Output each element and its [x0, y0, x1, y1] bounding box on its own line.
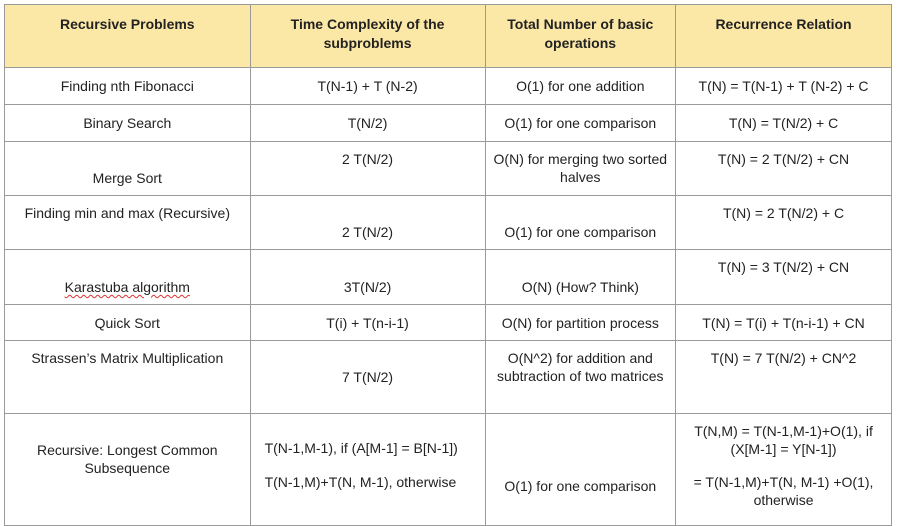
cell-relation: T(N) = 2 T(N/2) + CN [676, 142, 892, 196]
table-row [5, 68, 892, 105]
relation-line-1: T(N,M) = T(N-1,M-1)+O(1), if (X[M-1] = Y[N-1]) [694, 423, 873, 457]
cell-time: 7 T(N/2) [250, 341, 485, 414]
cell-relation: T(N) = 7 T(N/2) + CN^2 [676, 341, 892, 414]
cell-relation [676, 414, 892, 526]
cell-problem: Merge Sort [5, 142, 251, 196]
header-row [5, 5, 892, 68]
table-row [5, 196, 892, 250]
relation-line-2: = T(N-1,M)+T(N, M-1) +O(1), otherwise [693, 474, 874, 508]
cell-relation: T(N) = T(N/2) + C [676, 105, 892, 142]
recursion-table [4, 4, 892, 526]
cell-relation: T(N) = T(N-1) + T (N-2) + C [676, 68, 892, 105]
cell-problem: Recursive: Longest Common Subsequence [5, 414, 251, 526]
table-row [5, 305, 892, 341]
time-line-2: T(N-1,M)+T(N, M-1), otherwise [264, 474, 457, 490]
cell-relation: T(N) = 3 T(N/2) + CN [676, 250, 892, 305]
table-row [5, 414, 892, 526]
cell-time: T(N-1) + T (N-2) [250, 68, 485, 105]
header-recurrence-relation: Recurrence Relation [676, 5, 892, 68]
cell-ops: O(N) for partition process [485, 305, 676, 341]
recursion-table-wrapper [4, 4, 892, 526]
cell-problem: Finding min and max (Recursive) [5, 196, 251, 250]
cell-ops: O(1) for one comparison [485, 105, 676, 142]
misspelled-problem-text: Karastuba algorithm [64, 279, 190, 295]
cell-ops: O(1) for one comparison [485, 196, 676, 250]
table-row [5, 105, 892, 142]
cell-time: T(N/2) [250, 105, 485, 142]
cell-time: T(i) + T(n-i-1) [250, 305, 485, 341]
table-row [5, 142, 892, 196]
cell-time: 2 T(N/2) [250, 196, 485, 250]
cell-time [250, 414, 485, 526]
cell-problem [5, 250, 251, 305]
cell-problem: Strassen’s Matrix Multiplication [5, 341, 251, 414]
cell-time: 3T(N/2) [250, 250, 485, 305]
header-recursive-problems: Recursive Problems [5, 5, 251, 68]
table-row [5, 341, 892, 414]
header-basic-operations: Total Number of basic operations [485, 5, 676, 68]
cell-ops: O(N) (How? Think) [485, 250, 676, 305]
cell-problem: Binary Search [5, 105, 251, 142]
time-line-1: T(N-1,M-1), if (A[M-1] = B[N-1]) [264, 440, 458, 456]
cell-time: 2 T(N/2) [250, 142, 485, 196]
cell-ops: O(N^2) for addition and subtraction of two matrices [485, 341, 676, 414]
cell-ops: O(N) for merging two sorted halves [485, 142, 676, 196]
cell-ops: O(1) for one addition [485, 68, 676, 105]
cell-problem: Finding nth Fibonacci [5, 68, 251, 105]
table-row [5, 250, 892, 305]
cell-ops: O(1) for one comparison [485, 414, 676, 526]
cell-problem: Quick Sort [5, 305, 251, 341]
header-time-complexity: Time Complexity of the subproblems [250, 5, 485, 68]
cell-relation: T(N) = 2 T(N/2) + C [676, 196, 892, 250]
cell-relation: T(N) = T(i) + T(n-i-1) + CN [676, 305, 892, 341]
